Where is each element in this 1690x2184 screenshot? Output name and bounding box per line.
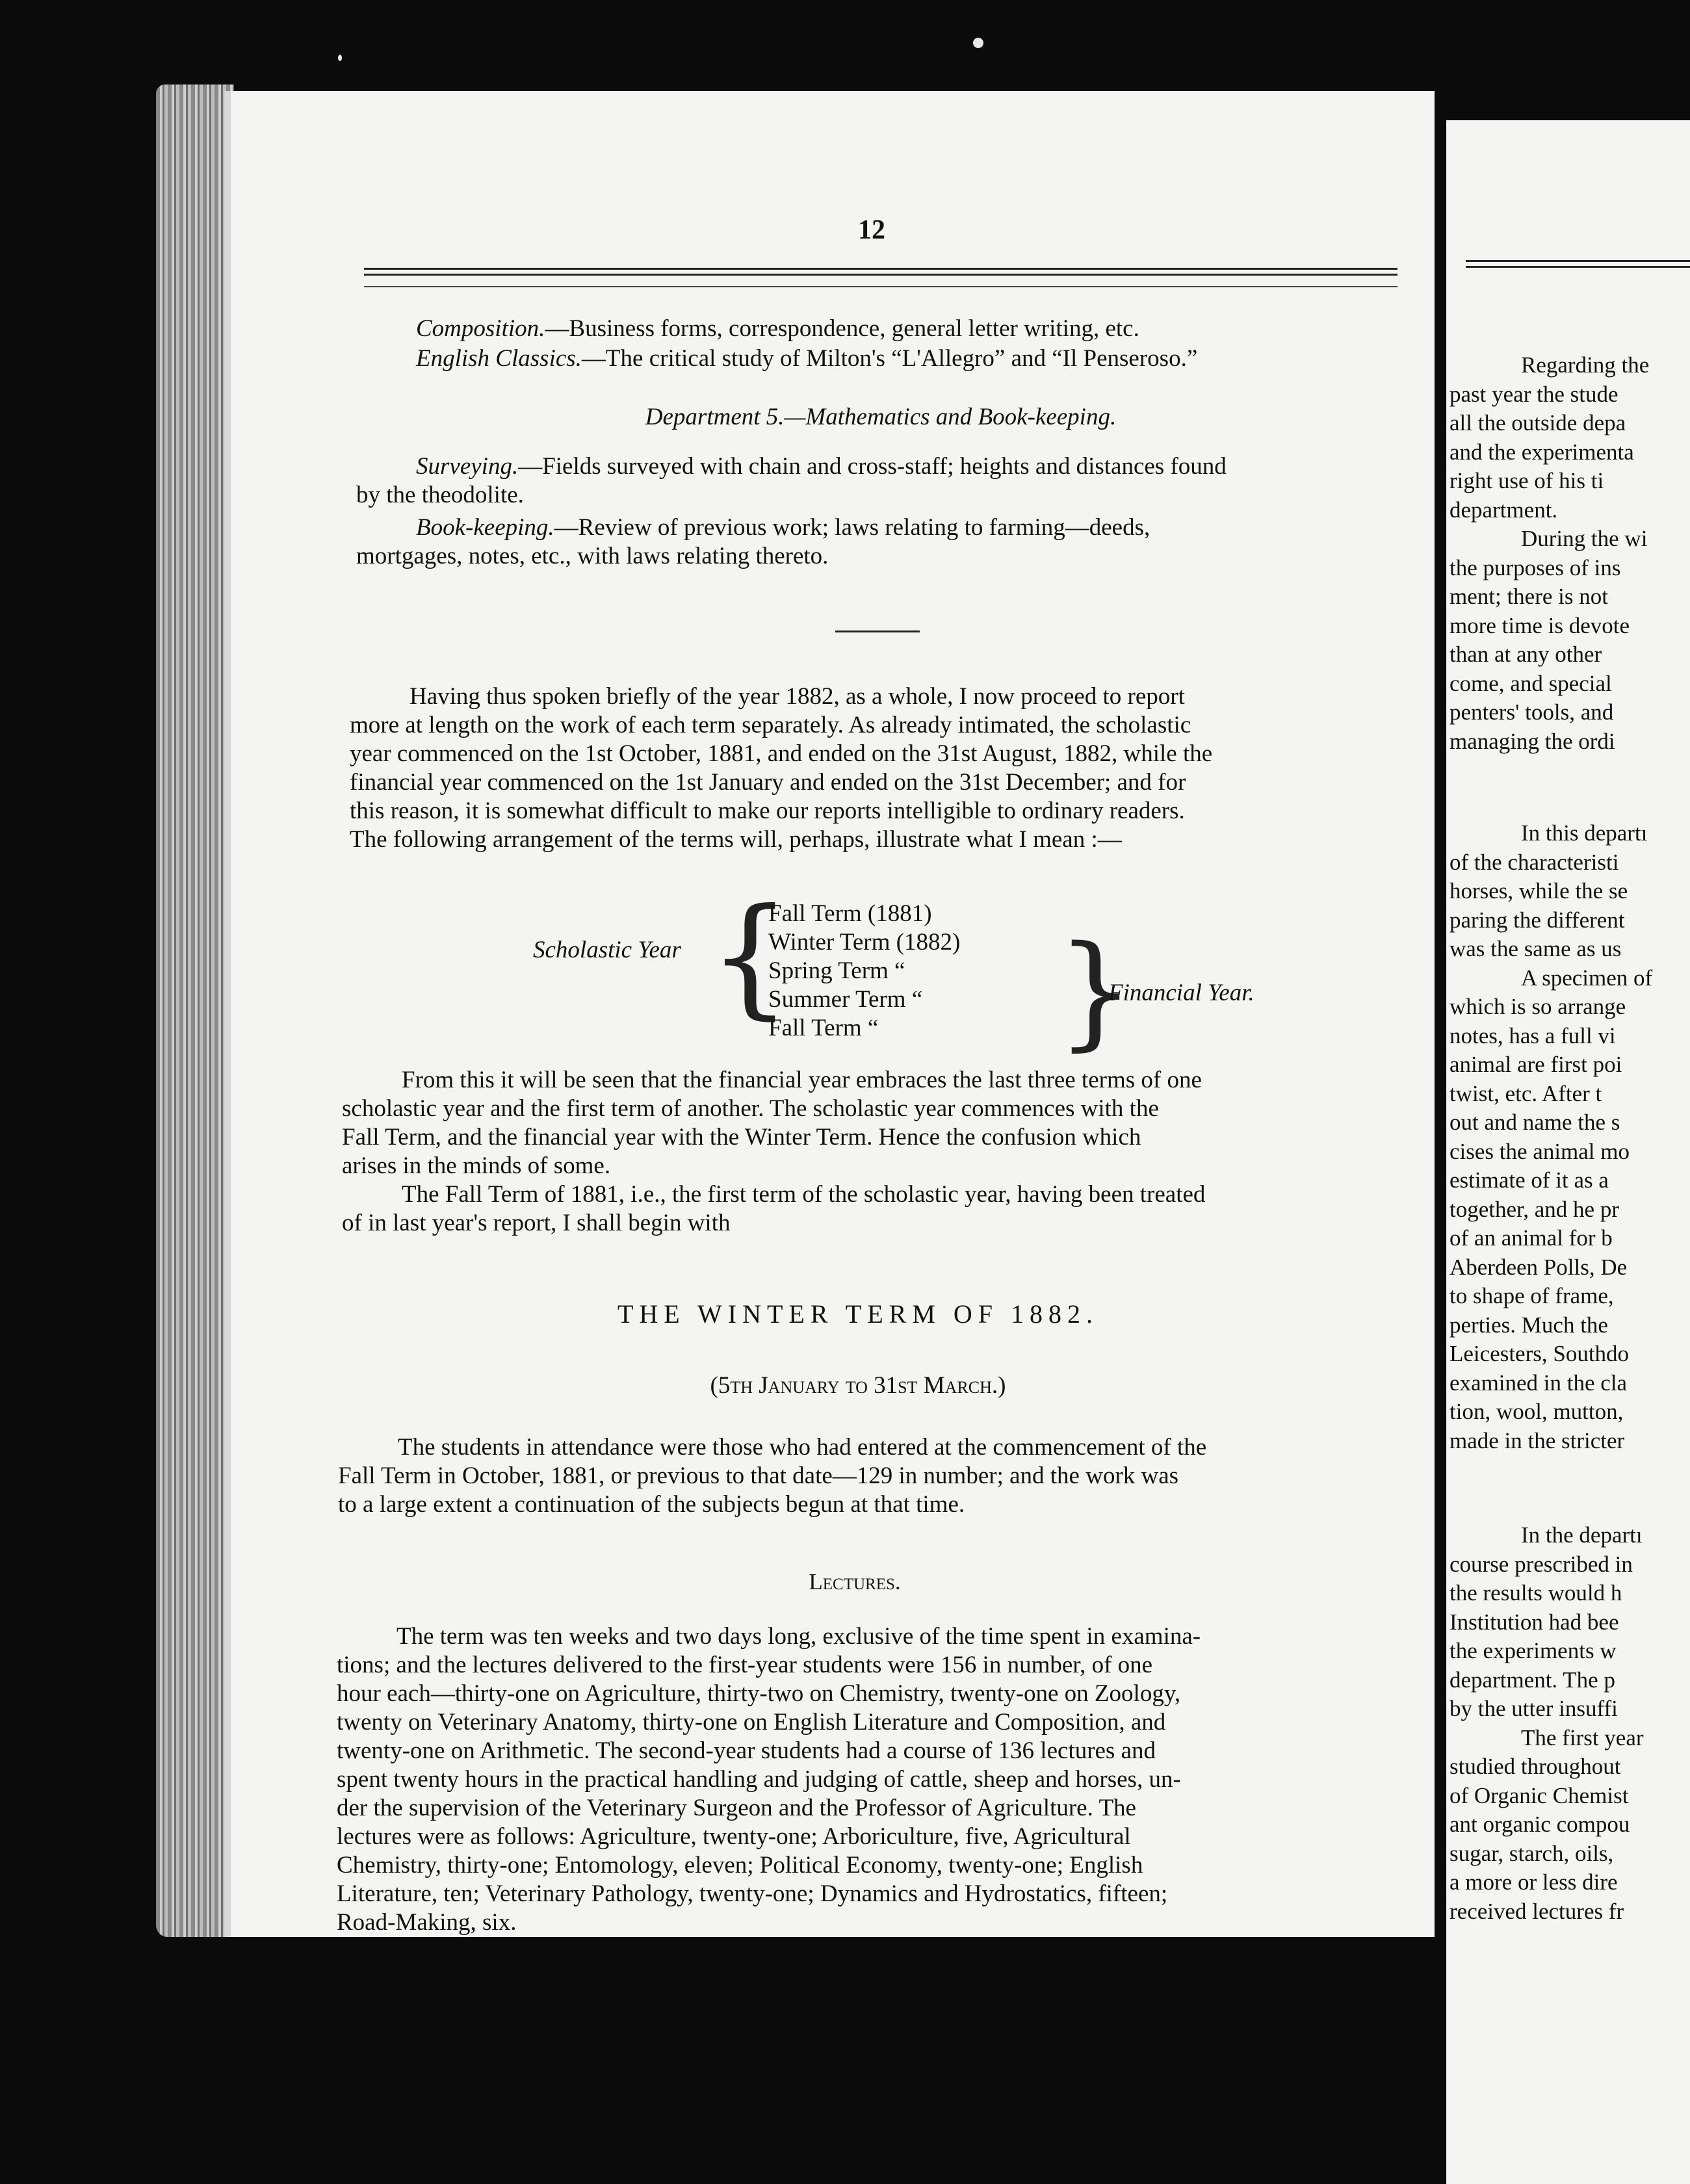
book-page-edges [156, 84, 234, 1937]
financial-year-label: Financial Year. [1108, 980, 1254, 1006]
right-page-line: paring the different [1450, 907, 1625, 933]
lectures-line: Chemistry, thirty-one; Entomology, eleven; Political Economy, twenty-one; English [337, 1852, 1143, 1878]
right-page-line: together, and he pr [1450, 1196, 1619, 1222]
explanation-line: Fall Term, and the financial year with the Winter Term. Hence the confusion which [342, 1124, 1141, 1150]
bookkeeping-label: Book-keeping. [416, 514, 554, 541]
right-page-line: During the wi [1521, 526, 1648, 551]
winter-term-line: Fall Term in October, 1881, or previous to that date—129 in number; and the work was [338, 1462, 1179, 1489]
surveying-line [416, 452, 1227, 481]
right-page-line: which is so arrange [1450, 994, 1626, 1019]
right-page-line: to shape of frame, [1450, 1283, 1614, 1308]
right-page-line: made in the stricter [1450, 1427, 1625, 1453]
term-item: Winter Term (1882) [768, 929, 961, 956]
right-page-line: department. [1450, 497, 1558, 523]
right-page-line: examined in the cla [1450, 1370, 1628, 1396]
right-page-line: Leicesters, Southdo [1450, 1341, 1630, 1366]
term-item: Spring Term “ [768, 957, 905, 984]
composition-text: —Business forms, correspondence, general letter writing, etc. [545, 315, 1139, 342]
lectures-line: tions; and the lectures delivered to the first-year students were 156 in number, of one [337, 1652, 1153, 1678]
classics-label: English Classics. [416, 345, 582, 372]
section-divider [835, 630, 920, 632]
right-page-line: In this departı [1521, 820, 1648, 846]
right-page-line: the experiments w [1450, 1638, 1617, 1663]
right-page-line: notes, has a full vi [1450, 1022, 1616, 1048]
term-item: Fall Term “ [768, 1015, 879, 1041]
winter-term-line: The students in attendance were those who had entered at the commencement of the [398, 1434, 1207, 1461]
right-page-line: studied throughout [1450, 1754, 1621, 1779]
intro-line: year commenced on the 1st October, 1881, and ended on the 31st August, 1882, while the [350, 740, 1213, 767]
bookkeeping-text: —Review of previous work; laws relating to farming—deeds, [554, 514, 1150, 541]
right-page-line: Aberdeen Polls, De [1450, 1254, 1628, 1280]
page-number: 12 [858, 215, 885, 245]
right-page-line: course prescribed in [1450, 1551, 1633, 1577]
lectures-line: twenty on Veterinary Anatomy, thirty-one on English Literature and Composition, and [337, 1709, 1166, 1736]
right-page-line: and the experimenta [1450, 439, 1634, 465]
right-page-line: more time is devote [1450, 612, 1630, 638]
right-page-line: ment; there is not [1450, 584, 1608, 609]
lectures-line: The term was ten weeks and two days long, exclusive of the time spent in examina- [396, 1623, 1201, 1650]
composition-line [416, 315, 1139, 343]
film-speck [338, 55, 342, 61]
classics-text: —The critical study of Milton's “L'Allegro” and “Il Penseroso.” [581, 345, 1198, 372]
lectures-line: spent twenty hours in the practical handling and judging of cattle, sheep and horses, un- [337, 1766, 1181, 1793]
right-page-line: all the outside depa [1450, 410, 1626, 436]
surveying-label: Surveying. [416, 453, 519, 480]
bookkeeping-line-2: mortgages, notes, etc., with laws relating thereto. [356, 543, 829, 569]
explanation-line: From this it will be seen that the financial year embraces the last three terms of one [402, 1067, 1202, 1093]
explanation-line: scholastic year and the first term of another. The scholastic year commences with the [342, 1095, 1159, 1122]
right-page-line: animal are first poi [1450, 1052, 1622, 1077]
term-item: Fall Term (1881) [768, 900, 932, 927]
right-page-line: horses, while the se [1450, 878, 1628, 904]
surveying-text: —Fields surveyed with chain and cross-staff; heights and distances found [518, 453, 1227, 480]
right-page-line: received lectures fr [1450, 1898, 1624, 1924]
right-page-line: the results would h [1450, 1580, 1622, 1606]
lectures-line: Literature, ten; Veterinary Pathology, twenty-one; Dynamics and Hydrostatics, fifteen; [337, 1880, 1168, 1907]
right-page-line: sugar, starch, oils, [1450, 1840, 1614, 1866]
intro-line: financial year commenced on the 1st January and ended on the 31st December; and for [350, 769, 1186, 796]
right-page-line: cises the animal mo [1450, 1138, 1630, 1164]
right-page-line: The first year [1521, 1724, 1644, 1750]
explanation-line: of in last year's report, I shall begin with [342, 1210, 731, 1236]
winter-term-heading: THE WINTER TERM OF 1882. [617, 1299, 1099, 1329]
intro-line: more at length on the work of each term separately. As already intimated, the scholastic [350, 712, 1191, 738]
right-page-line: past year the stude [1450, 381, 1618, 407]
header-rule [364, 268, 1398, 276]
right-page-line: estimate of it as a [1450, 1167, 1609, 1193]
intro-line: Having thus spoken briefly of the year 1882, as a whole, I now proceed to report [410, 683, 1185, 710]
right-page-line: come, and special [1450, 670, 1612, 696]
surveying-line-2: by the theodolite. [356, 482, 524, 508]
right-page-line: of an animal for b [1450, 1225, 1613, 1251]
right-page-line: of Organic Chemist [1450, 1782, 1629, 1808]
right-page-line: managing the ordi [1450, 728, 1615, 754]
right-page-line: penters' tools, and [1450, 699, 1614, 725]
right-page-line: than at any other [1450, 642, 1602, 667]
winter-term-dates: (5th January to 31st March.) [710, 1372, 1006, 1399]
right-page-line: out and name the s [1450, 1110, 1620, 1135]
explanation-line: arises in the minds of some. [342, 1152, 611, 1179]
scholastic-year-label: Scholastic Year [533, 937, 681, 963]
lectures-heading: Lectures. [809, 1569, 901, 1594]
right-page-line: was the same as us [1450, 936, 1622, 961]
financial-brace: } [1056, 919, 1135, 1063]
right-page-line: a more or less dire [1450, 1869, 1618, 1895]
composition-label: Composition. [416, 315, 545, 342]
lectures-line: Road-Making, six. [337, 1909, 517, 1936]
right-page-line: by the utter insuffi [1450, 1696, 1618, 1721]
right-page-line: ant organic compou [1450, 1812, 1630, 1837]
term-item: Summer Term “ [768, 986, 923, 1013]
lectures-line: twenty-one on Arithmetic. The second-year students had a course of 136 lectures and [337, 1737, 1156, 1764]
bookkeeping-line [416, 514, 1150, 542]
right-header-rule [1466, 260, 1690, 268]
right-page-line: right use of his ti [1450, 468, 1604, 493]
intro-line: The following arrangement of the terms will, perhaps, illustrate what I mean :— [350, 826, 1122, 853]
explanation-line: The Fall Term of 1881, i.e., the first term of the scholastic year, having been treated [402, 1181, 1206, 1208]
right-page-line: of the characteristi [1450, 849, 1619, 875]
film-speck [973, 38, 983, 48]
right-page-line: perties. Much the [1450, 1312, 1608, 1338]
lectures-line: lectures were as follows: Agriculture, twenty-one; Arboriculture, five, Agricultural [337, 1823, 1131, 1850]
right-page-line: A specimen of [1521, 965, 1653, 991]
right-page-line: Regarding the [1521, 352, 1650, 378]
lectures-line: der the supervision of the Veterinary Surgeon and the Professor of Agriculture. The [337, 1795, 1136, 1821]
right-page-line: In the departı [1521, 1522, 1643, 1548]
right-page-line: department. The p [1450, 1667, 1615, 1693]
header-rule-lower [364, 286, 1398, 287]
department-5-heading: Department 5.—Mathematics and Book-keeping. [645, 404, 1117, 430]
winter-term-line: to a large extent a continuation of the subjects begun at that time. [338, 1491, 965, 1518]
right-page-line: the purposes of ins [1450, 554, 1621, 580]
scholastic-brace: { [708, 881, 792, 1032]
classics-line [416, 344, 1197, 373]
intro-line: this reason, it is somewhat difficult to make our reports intelligible to ordinary readers. [350, 798, 1185, 824]
right-page-line: twist, etc. After t [1450, 1080, 1602, 1106]
lectures-line: hour each—thirty-one on Agriculture, thirty-two on Chemistry, twenty-one on Zoology, [337, 1680, 1181, 1707]
right-page-line: Institution had bee [1450, 1609, 1619, 1635]
right-page-line: tion, wool, mutton, [1450, 1399, 1624, 1424]
